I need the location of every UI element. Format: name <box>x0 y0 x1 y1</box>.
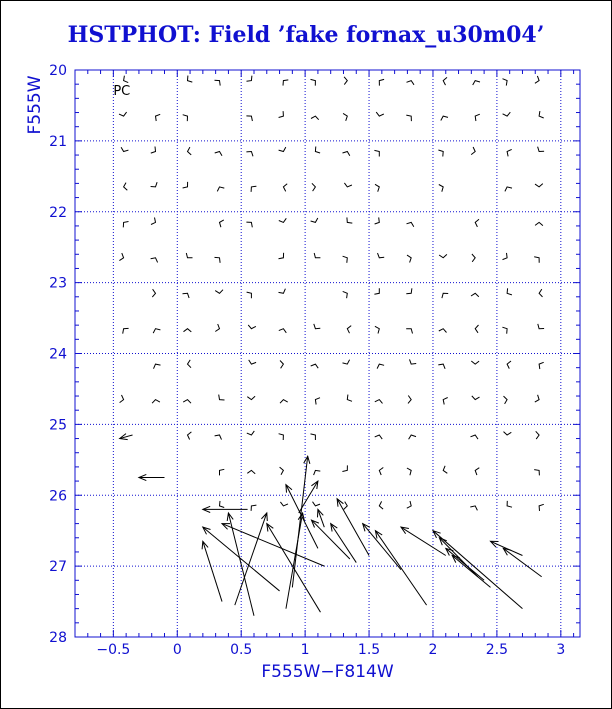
vector-glyph <box>375 326 379 333</box>
vector-arrowhead <box>331 524 338 532</box>
vector-glyph <box>535 184 543 187</box>
vector-glyph <box>220 501 225 508</box>
vector-glyph <box>183 293 190 298</box>
x-tick-label: −0.5 <box>96 642 131 658</box>
vector-glyph <box>471 147 475 155</box>
vector-glyph <box>311 116 319 120</box>
vector-glyph <box>183 182 188 188</box>
vector-glyph <box>343 360 350 364</box>
vector-glyph <box>347 217 352 223</box>
vector-glyph <box>375 400 383 404</box>
vector-glyph <box>377 364 384 369</box>
vector-glyph <box>538 147 545 152</box>
vector-glyph <box>152 289 155 297</box>
vector-glyph <box>443 77 447 85</box>
vector-line <box>286 485 318 549</box>
vector-line <box>446 548 484 580</box>
y-tick-label: 20 <box>49 63 67 79</box>
vector-glyph <box>535 76 539 83</box>
vector-glyph <box>279 289 286 294</box>
vector-glyph <box>472 254 475 262</box>
vector-glyph <box>280 400 288 404</box>
vector-glyph <box>538 324 544 329</box>
vector-line <box>203 541 222 601</box>
vector-line <box>433 531 522 609</box>
x-tick-label: 2.5 <box>485 642 509 658</box>
vector-glyph <box>247 76 252 82</box>
vector-line <box>286 513 303 609</box>
vector-glyph <box>504 396 508 404</box>
vector-glyph <box>471 293 479 296</box>
vector-glyph <box>507 501 512 507</box>
vector-glyph <box>314 470 321 475</box>
y-tick-label: 24 <box>49 346 67 363</box>
vector-line <box>452 555 490 587</box>
chart-title: HSTPHOT: Field ’fake fornax_u30m04’ <box>67 22 545 48</box>
vector-glyph <box>438 150 443 157</box>
vector-glyph <box>374 288 379 294</box>
vector-glyph <box>247 431 255 435</box>
vector-glyph <box>123 328 129 333</box>
vector-glyph <box>539 504 544 511</box>
vector-line <box>203 527 280 591</box>
vector-glyph <box>375 184 379 191</box>
vector-glyph <box>408 396 411 404</box>
vector-glyph <box>407 255 411 262</box>
y-tick-label: 25 <box>49 417 67 434</box>
vector-glyph <box>343 113 347 120</box>
vector-glyph <box>502 327 507 334</box>
vector-glyph <box>439 329 447 333</box>
vector-glyph <box>188 76 193 83</box>
vector-arrowhead <box>311 481 318 489</box>
vector-glyph <box>507 288 512 295</box>
vector-glyph <box>121 147 128 151</box>
vector-glyph <box>156 114 161 121</box>
y-tick-label: 27 <box>49 559 67 576</box>
vector-glyph <box>280 361 283 369</box>
vector-glyph <box>123 222 128 228</box>
vector-glyph <box>313 502 321 506</box>
vector-glyph <box>505 187 512 192</box>
vector-glyph <box>283 80 288 86</box>
vector-glyph <box>504 432 512 435</box>
y-tick-label: 26 <box>49 488 67 505</box>
vector-glyph <box>124 76 129 83</box>
vector-glyph <box>154 364 161 369</box>
vector-glyph <box>215 290 223 294</box>
vector-glyph <box>439 254 447 257</box>
vector-glyph <box>347 395 352 402</box>
vector-glyph <box>470 506 477 511</box>
vector-glyph <box>314 253 320 258</box>
vector-glyph <box>248 325 256 329</box>
vector-glyph <box>246 222 252 227</box>
vector-glyph <box>314 324 321 329</box>
vector-glyph <box>283 184 287 192</box>
vector-glyph <box>217 187 224 192</box>
vector-glyph <box>247 396 255 399</box>
vector-glyph <box>536 431 539 439</box>
vector-glyph <box>379 79 384 85</box>
vector-glyph <box>311 434 316 440</box>
vector-glyph <box>375 435 383 439</box>
y-axis-label: F555W <box>25 75 45 135</box>
vector-glyph <box>539 111 544 118</box>
vector-glyph <box>507 149 512 156</box>
x-tick-label: 1 <box>300 642 310 658</box>
vector-glyph <box>535 395 539 402</box>
x-axis-label: F555W−F814W <box>261 662 394 682</box>
vector-glyph <box>407 501 411 508</box>
vector-line <box>363 524 401 570</box>
vector-glyph <box>442 293 448 298</box>
x-tick-label: 0.5 <box>230 642 253 658</box>
vector-glyph <box>183 115 188 121</box>
vector-glyph <box>344 502 348 510</box>
vector-glyph <box>311 79 316 85</box>
vector-glyph <box>503 253 508 260</box>
vector-glyph <box>376 112 384 116</box>
vector-glyph <box>315 398 320 405</box>
vector-glyph <box>347 326 351 334</box>
vector-line <box>503 548 541 576</box>
vector-glyph <box>246 152 253 157</box>
vector-arrowhead <box>401 527 409 534</box>
vector-glyph <box>539 362 544 369</box>
vector-glyph <box>215 435 222 440</box>
vector-line <box>401 527 446 555</box>
vector-glyph <box>344 77 347 85</box>
vector-glyph <box>471 361 479 364</box>
vector-line <box>375 531 426 605</box>
vector-glyph <box>247 292 252 298</box>
vector-glyph <box>151 147 156 154</box>
vector-glyph <box>119 253 123 261</box>
vector-glyph <box>342 465 347 471</box>
x-tick-label: 3 <box>556 642 566 658</box>
vector-glyph <box>312 183 316 191</box>
vector-glyph <box>473 81 480 85</box>
vector-glyph <box>534 470 539 476</box>
vector-glyph <box>539 289 542 297</box>
vector-glyph <box>151 258 158 263</box>
vector-glyph <box>503 79 508 86</box>
vector-glyph <box>247 470 255 473</box>
vector-glyph <box>152 400 160 404</box>
pc-annotation: PC <box>113 83 131 99</box>
vector-glyph <box>215 257 221 262</box>
vector-glyph <box>344 183 352 187</box>
vector-glyph <box>220 220 224 227</box>
vector-glyph <box>311 218 318 222</box>
vector-glyph <box>475 468 479 475</box>
vector-glyph <box>379 468 383 476</box>
vector-glyph <box>188 432 192 440</box>
x-tick-label: 0 <box>172 642 182 658</box>
vector-glyph <box>410 359 417 364</box>
vector-glyph <box>215 152 222 156</box>
vector-glyph <box>249 360 256 364</box>
vector-glyph <box>343 152 350 156</box>
vector-glyph <box>279 111 284 117</box>
vector-glyph <box>343 291 348 298</box>
vector-line <box>299 481 318 513</box>
vector-glyph <box>251 186 256 192</box>
vector-glyph <box>472 396 480 400</box>
vector-glyph <box>120 395 124 403</box>
vector-glyph <box>343 256 348 263</box>
vector-glyph <box>280 502 288 506</box>
vector-glyph <box>151 218 156 225</box>
vector-glyph <box>315 147 320 154</box>
vector-glyph <box>503 112 511 116</box>
vector-glyph <box>279 253 284 259</box>
vector-glyph <box>378 253 385 258</box>
vector-glyph <box>443 398 448 405</box>
grid-lines <box>75 70 580 637</box>
vector-glyph <box>475 114 480 121</box>
y-tick-label: 22 <box>49 204 67 221</box>
vector-glyph <box>406 329 412 334</box>
vector-glyph <box>507 361 511 369</box>
vector-glyph <box>219 395 225 400</box>
y-tick-label: 28 <box>49 630 67 646</box>
vector-glyph <box>220 469 225 475</box>
vector-glyph <box>475 219 479 227</box>
vector-glyph <box>441 116 448 120</box>
vector-line <box>318 509 324 527</box>
vector-glyph <box>409 435 416 439</box>
vector-arrowhead <box>375 531 382 539</box>
vector-glyph <box>279 147 286 151</box>
vector-glyph <box>443 466 447 474</box>
x-tick-label: 1.5 <box>357 642 381 658</box>
vector-glyph <box>184 329 192 332</box>
vector-glyph <box>534 257 539 263</box>
vector-glyph <box>374 150 379 156</box>
vector-glyph <box>311 364 319 368</box>
vector-arrowhead <box>337 499 343 507</box>
vector-glyph <box>183 400 191 404</box>
vector-glyph <box>215 324 219 332</box>
y-tick-label: 21 <box>49 133 67 150</box>
vector-glyph <box>188 360 192 368</box>
vector-glyph <box>406 115 411 121</box>
vector-glyph <box>246 116 252 121</box>
vector-glyph <box>407 222 414 226</box>
vector-glyph <box>407 468 411 475</box>
y-tick-label: 23 <box>49 275 67 292</box>
vector-glyph <box>535 222 543 225</box>
vector-glyph <box>375 217 380 224</box>
long-vectors <box>120 434 542 616</box>
x-tick-label: 2 <box>428 642 438 658</box>
vector-glyph <box>119 112 127 116</box>
vector-glyph <box>279 434 284 440</box>
vector-line <box>292 456 307 587</box>
vector-glyph <box>151 182 158 187</box>
vector-glyph <box>188 147 192 155</box>
vector-glyph <box>251 505 256 511</box>
vector-glyph <box>215 80 221 85</box>
vector-arrowhead <box>267 524 274 532</box>
vector-glyph <box>280 467 284 475</box>
vector-glyph <box>279 329 287 333</box>
vector-glyph <box>475 325 478 333</box>
vector-glyph <box>406 288 412 294</box>
vector-glyph <box>438 364 445 369</box>
vector-glyph <box>124 183 128 191</box>
vector-glyph <box>186 253 192 258</box>
vector-glyph <box>407 81 415 85</box>
vector-glyph <box>379 501 383 509</box>
vector-glyph <box>279 218 287 222</box>
vector-glyph <box>471 435 479 439</box>
vector-glyph <box>153 329 160 333</box>
vector-glyph <box>439 185 443 192</box>
